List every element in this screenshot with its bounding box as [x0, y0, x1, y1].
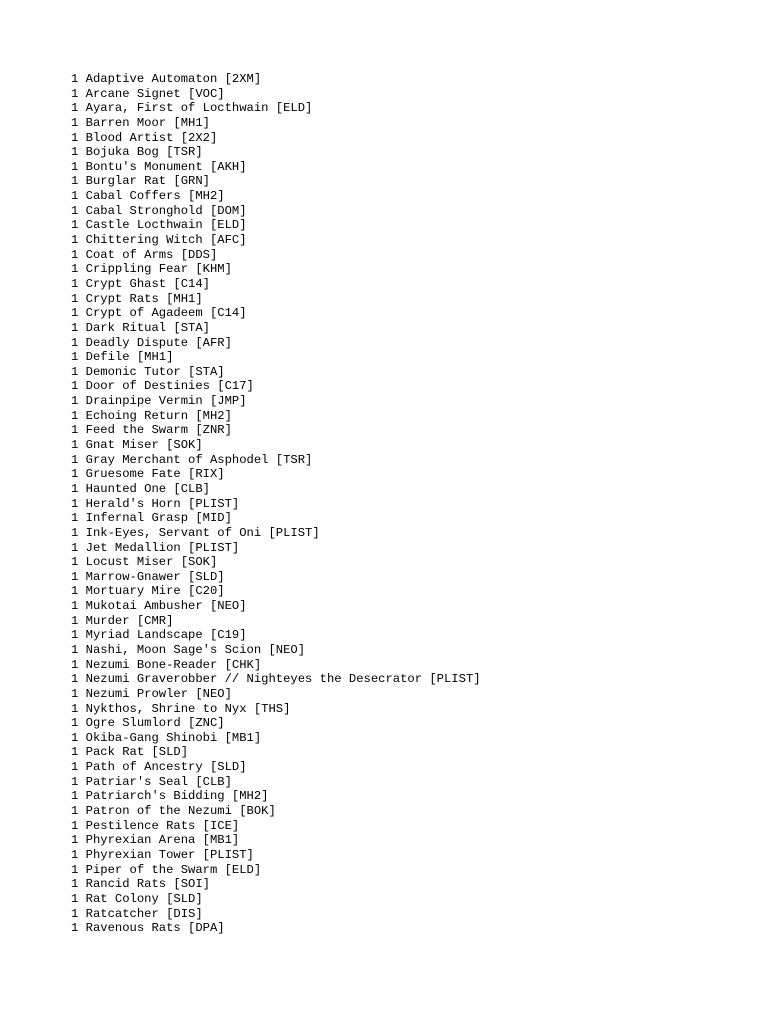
- deck-list-line: 1 Door of Destinies [C17]: [71, 379, 254, 394]
- deck-list-line: 1 Blood Artist [2X2]: [71, 130, 218, 145]
- deck-list-line: 1 Castle Locthwain [ELD]: [71, 218, 247, 233]
- deck-list-line: 1 Burglar Rat [GRN]: [71, 174, 210, 189]
- deck-list-line: 1 Ink-Eyes, Servant of Oni [PLIST]: [71, 525, 320, 540]
- deck-list-line: 1 Ravenous Rats [DPA]: [71, 921, 225, 936]
- deck-list-line: 1 Dark Ritual [STA]: [71, 320, 210, 335]
- deck-list-line: 1 Path of Ancestry [SLD]: [71, 760, 247, 775]
- deck-list: [71, 72, 751, 936]
- deck-list-line: 1 Nezumi Prowler [NEO]: [71, 686, 232, 701]
- deck-list-line: 1 Crypt Ghast [C14]: [71, 276, 210, 291]
- deck-list-line: 1 Rancid Rats [SOI]: [71, 877, 210, 892]
- deck-list-line: 1 Pestilence Rats [ICE]: [71, 818, 240, 833]
- deck-list-line: 1 Jet Medallion [PLIST]: [71, 540, 240, 555]
- deck-list-line: 1 Patriarch's Bidding [MH2]: [71, 789, 269, 804]
- deck-list-line: 1 Nezumi Bone-Reader [CHK]: [71, 657, 262, 672]
- deck-list-line: 1 Patron of the Nezumi [BOK]: [71, 804, 276, 819]
- deck-list-line: 1 Nykthos, Shrine to Nyx [THS]: [71, 701, 291, 716]
- deck-list-line: 1 Cabal Stronghold [DOM]: [71, 203, 247, 218]
- deck-list-line: 1 Crippling Fear [KHM]: [71, 262, 232, 277]
- deck-list-line: 1 Myriad Landscape [C19]: [71, 628, 247, 643]
- deck-list-line: 1 Crypt of Agadeem [C14]: [71, 306, 247, 321]
- deck-list-line: 1 Phyrexian Tower [PLIST]: [71, 847, 254, 862]
- deck-list-line: 1 Arcane Signet [VOC]: [71, 86, 225, 101]
- deck-list-line: 1 Haunted One [CLB]: [71, 481, 210, 496]
- deck-list-line: 1 Gnat Miser [SOK]: [71, 438, 203, 453]
- deck-list-line: 1 Deadly Dispute [AFR]: [71, 335, 232, 350]
- deck-list-line: 1 Ratcatcher [DIS]: [71, 906, 203, 921]
- deck-list-line: 1 Okiba-Gang Shinobi [MB1]: [71, 730, 262, 745]
- deck-list-line: 1 Demonic Tutor [STA]: [71, 364, 225, 379]
- deck-list-line: 1 Phyrexian Arena [MB1]: [71, 833, 240, 848]
- deck-list-line: 1 Infernal Grasp [MID]: [71, 511, 232, 526]
- deck-list-line: 1 Murder [CMR]: [71, 613, 174, 628]
- deck-list-line: 1 Crypt Rats [MH1]: [71, 291, 203, 306]
- deck-list-line: 1 Locust Miser [SOK]: [71, 555, 218, 570]
- deck-list-line: 1 Ogre Slumlord [ZNC]: [71, 716, 225, 731]
- deck-list-line: 1 Mortuary Mire [C20]: [71, 584, 225, 599]
- deck-list-line: 1 Nashi, Moon Sage's Scion [NEO]: [71, 642, 306, 657]
- document-page: [71, 72, 751, 936]
- deck-list-line: 1 Gruesome Fate [RIX]: [71, 467, 225, 482]
- deck-list-line: 1 Patriar's Seal [CLB]: [71, 774, 232, 789]
- deck-list-line: 1 Echoing Return [MH2]: [71, 408, 232, 423]
- deck-list-line: 1 Cabal Coffers [MH2]: [71, 189, 225, 204]
- deck-list-line: 1 Rat Colony [SLD]: [71, 891, 203, 906]
- deck-list-line: 1 Pack Rat [SLD]: [71, 745, 189, 760]
- deck-list-line: 1 Gray Merchant of Asphodel [TSR]: [71, 452, 313, 467]
- deck-list-line: 1 Feed the Swarm [ZNR]: [71, 423, 232, 438]
- deck-list-line: 1 Nezumi Graverobber // Nighteyes the Desecrator [PLIST]: [71, 672, 481, 687]
- deck-list-line: 1 Barren Moor [MH1]: [71, 115, 210, 130]
- deck-list-line: 1 Herald's Horn [PLIST]: [71, 496, 240, 511]
- deck-list-line: 1 Adaptive Automaton [2XM]: [71, 72, 262, 86]
- deck-list-line: 1 Chittering Witch [AFC]: [71, 233, 247, 248]
- deck-list-line: 1 Mukotai Ambusher [NEO]: [71, 599, 247, 614]
- deck-list-line: 1 Piper of the Swarm [ELD]: [71, 862, 262, 877]
- deck-list-line: 1 Ayara, First of Locthwain [ELD]: [71, 101, 313, 116]
- deck-list-line: 1 Bojuka Bog [TSR]: [71, 145, 203, 160]
- deck-list-line: 1 Bontu's Monument [AKH]: [71, 159, 247, 174]
- deck-list-line: 1 Marrow-Gnawer [SLD]: [71, 569, 225, 584]
- deck-list-line: 1 Defile [MH1]: [71, 350, 174, 365]
- deck-list-line: 1 Coat of Arms [DDS]: [71, 247, 218, 262]
- deck-list-line: 1 Drainpipe Vermin [JMP]: [71, 394, 247, 409]
